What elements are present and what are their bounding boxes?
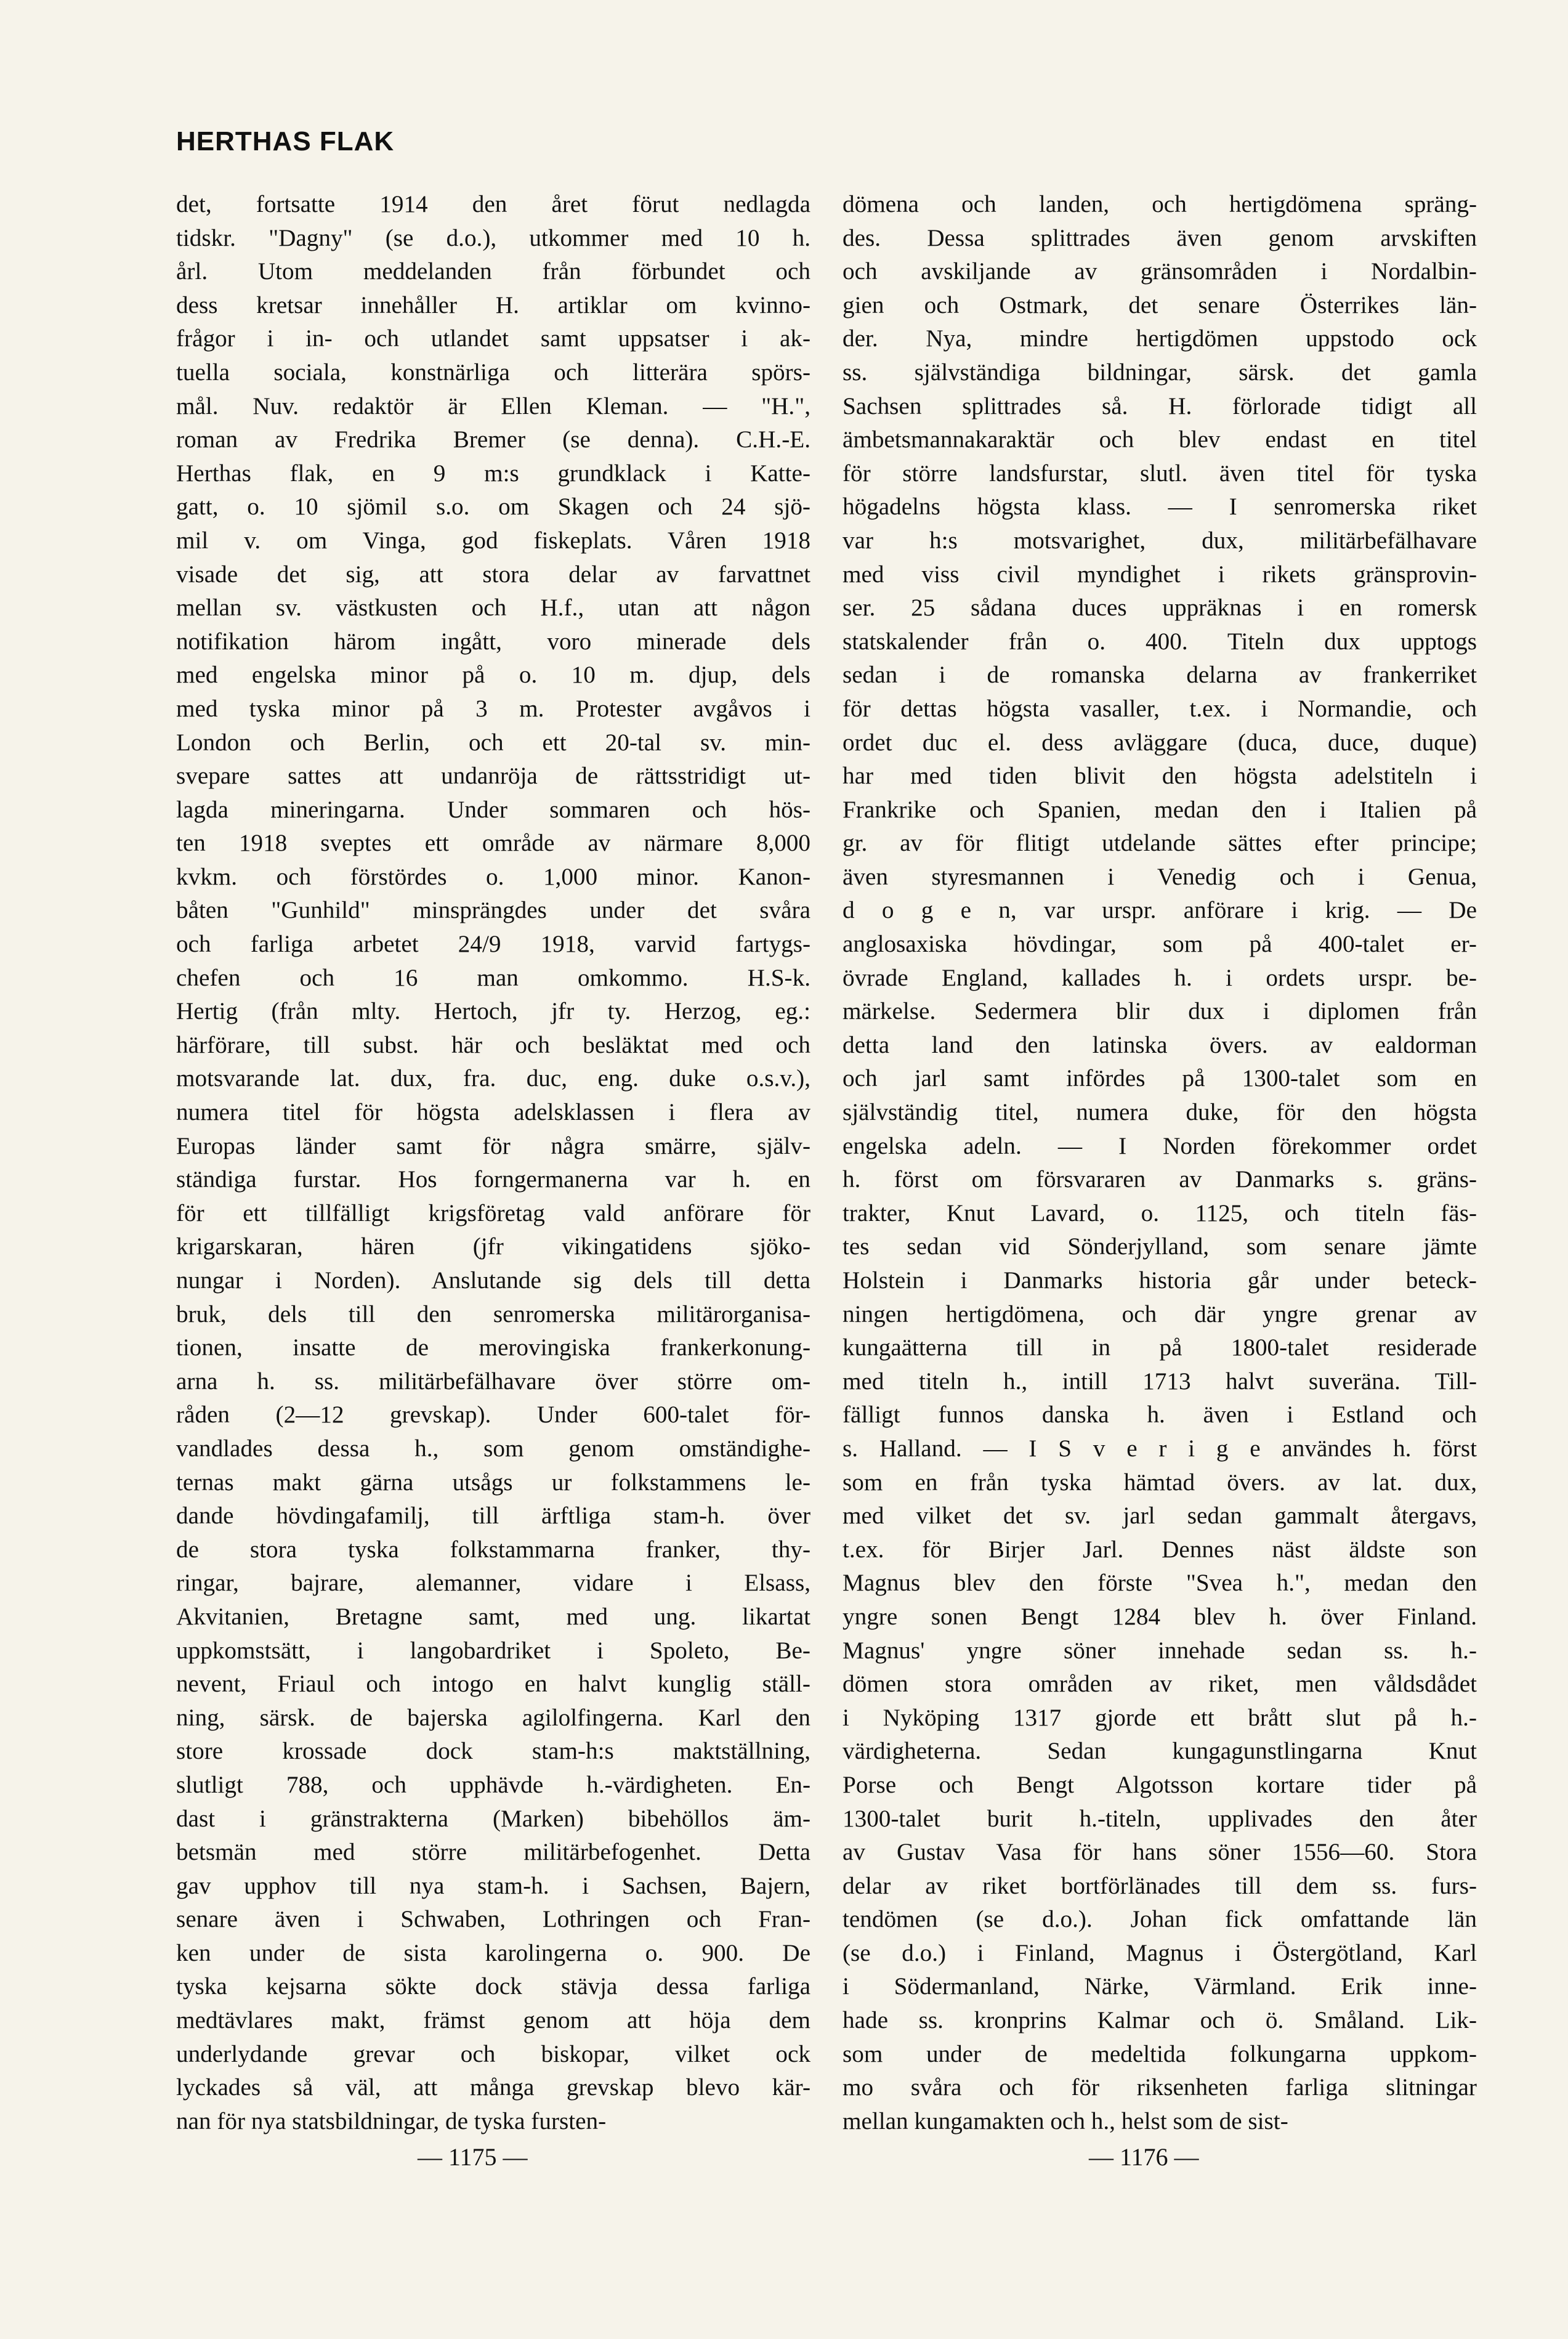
text-line: dömen stora områden av riket, men våldsdådet bbox=[843, 1671, 1477, 1698]
text-line: mellan kungamakten och h., helst som de sist- bbox=[843, 2107, 1288, 2134]
text-line: mil v. om Vinga, god fiskeplats. Våren 1918 bbox=[176, 527, 810, 554]
right-text-column bbox=[843, 188, 1477, 2138]
text-line: sedan i de romanska delarna av frankerriket bbox=[843, 662, 1477, 689]
text-line: med viss civil myndighet i rikets gränsprovin- bbox=[843, 561, 1477, 588]
page-number-right: — 1176 — bbox=[1089, 2143, 1199, 2171]
text-line: och jarl samt infördes på 1300-talet som en bbox=[843, 1065, 1477, 1092]
text-line: Herthas flak, en 9 m:s grundklack i Katte- bbox=[176, 460, 810, 487]
text-line: fälligt funnos danska h. även i Estland och bbox=[843, 1401, 1477, 1429]
text-line: självständig titel, numera duke, för den högsta bbox=[843, 1099, 1477, 1126]
text-line: London och Berlin, och ett 20-tal sv. min- bbox=[176, 729, 810, 756]
text-line: och avskiljande av gränsområden i Nordalbin- bbox=[843, 258, 1477, 285]
text-line: kvkm. och förstördes o. 1,000 minor. Kanon- bbox=[176, 863, 810, 890]
text-line: värdigheterna. Sedan kungagunstlingarna Knut bbox=[843, 1738, 1477, 1765]
text-line: ss. självständiga bildningar, särsk. det gamla bbox=[843, 359, 1477, 386]
text-line: även styresmannen i Venedig och i Genua, bbox=[843, 863, 1477, 890]
text-line: för dettas högsta vasaller, t.ex. i Normandie, och bbox=[843, 695, 1477, 722]
text-line: och farliga arbetet 24/9 1918, varvid fartygs- bbox=[176, 931, 810, 958]
text-line: övrade England, kallades h. i ordets urspr. be- bbox=[843, 964, 1477, 991]
text-line: detta land den latinska övers. av ealdorman bbox=[843, 1031, 1477, 1058]
text-line: dande hövdingafamilj, till ärftliga stam-h. över bbox=[176, 1502, 810, 1530]
text-line: vandlades dessa h., som genom omständighe- bbox=[176, 1435, 810, 1462]
text-line: märkelse. Sedermera blir dux i diplomen från bbox=[843, 998, 1477, 1025]
text-line: i Södermanland, Närke, Värmland. Erik inne- bbox=[843, 1973, 1477, 2000]
text-line: hade ss. kronprins Kalmar och ö. Småland. Lik- bbox=[843, 2007, 1477, 2034]
text-line: gr. av för flitigt utdelande sättes efter principe; bbox=[843, 830, 1477, 857]
text-line: båten "Gunhild" minsprängdes under det svåra bbox=[176, 897, 810, 924]
text-line: ten 1918 sveptes ett område av närmare 8,000 bbox=[176, 830, 810, 857]
text-line: Europas länder samt för några smärre, själv- bbox=[176, 1132, 810, 1159]
text-line: högadelns högsta klass. — I senromerska riket bbox=[843, 493, 1477, 521]
text-line: (se d.o.) i Finland, Magnus i Östergötland, Karl bbox=[843, 1939, 1477, 1966]
text-line: frågor i in- och utlandet samt uppsatser i ak- bbox=[176, 325, 810, 352]
text-line: de stora tyska folkstammarna franker, thy- bbox=[176, 1536, 810, 1563]
text-line: Porse och Bengt Algotsson kortare tider på bbox=[843, 1771, 1477, 1798]
text-line: engelska adeln. — I Norden förekommer ordet bbox=[843, 1132, 1477, 1159]
text-line: lagda mineringarna. Under sommaren och hös- bbox=[176, 796, 810, 823]
running-header: HERTHAS FLAK bbox=[176, 126, 395, 156]
text-line: bruk, dels till den senromerska militärorganisa- bbox=[176, 1300, 810, 1328]
text-line: mål. Nuv. redaktör är Ellen Kleman. — "H.", bbox=[176, 392, 810, 420]
text-line: lyckades så väl, att många grevskap blevo kär- bbox=[176, 2074, 810, 2101]
text-line: med engelska minor på o. 10 m. djup, dels bbox=[176, 662, 810, 689]
text-line: i Nyköping 1317 gjorde ett brått slut på h.- bbox=[843, 1704, 1477, 1731]
text-line: d o g e n, var urspr. anförare i krig. — De bbox=[843, 897, 1477, 924]
text-line: råden (2—12 grevskap). Under 600-talet för- bbox=[176, 1401, 810, 1429]
text-line: roman av Fredrika Bremer (se denna). C.H.-E. bbox=[176, 426, 810, 453]
text-line: härförare, till subst. här och besläktat med och bbox=[176, 1031, 810, 1058]
text-line: gien och Ostmark, det senare Österrikes län- bbox=[843, 291, 1477, 318]
text-line: Akvitanien, Bretagne samt, med ung. likartat bbox=[176, 1603, 810, 1630]
text-line: det, fortsatte 1914 den året förut nedlagda bbox=[176, 191, 810, 217]
text-line: ning, särsk. de bajerska agilolfingerna. Karl den bbox=[176, 1704, 810, 1731]
text-line: nungar i Norden). Anslutande sig dels till detta bbox=[176, 1267, 810, 1294]
text-line: uppkomstsätt, i langobardriket i Spoleto, Be- bbox=[176, 1637, 810, 1664]
text-line: tendömen (se d.o.). Johan fick omfattande län bbox=[843, 1906, 1477, 1933]
text-line: medtävlares makt, främst genom att höja dem bbox=[176, 2007, 810, 2034]
text-line: visade det sig, att stora delar av farvattnet bbox=[176, 561, 810, 588]
text-line: tionen, insatte de merovingiska frankerkonung- bbox=[176, 1334, 810, 1361]
text-line: numera titel för högsta adelsklassen i flera av bbox=[176, 1099, 810, 1126]
text-line: Holstein i Danmarks historia går under beteck- bbox=[843, 1267, 1477, 1294]
text-line: som en från tyska hämtad övers. av lat. dux, bbox=[843, 1469, 1477, 1496]
text-line: nevent, Friaul och intogo en halvt kunglig ställ- bbox=[176, 1671, 810, 1698]
text-line: statskalender från o. 400. Titeln dux upptogs bbox=[843, 628, 1477, 655]
text-line: nan för nya statsbildningar, de tyska fursten- bbox=[176, 2107, 607, 2134]
text-line: 1300-talet burit h.-titeln, upplivades den åter bbox=[843, 1805, 1477, 1832]
text-line: betsmän med större militärbefogenhet. Detta bbox=[176, 1839, 810, 1866]
text-line: ringar, bajrare, alemanner, vidare i Elsass, bbox=[176, 1570, 810, 1597]
text-line: ständiga furstar. Hos forngermanerna var h. en bbox=[176, 1166, 810, 1193]
text-line: Sachsen splittrades så. H. förlorade tidigt all bbox=[843, 392, 1477, 420]
text-line: yngre sonen Bengt 1284 blev h. över Finland. bbox=[843, 1603, 1477, 1630]
text-line: Frankrike och Spanien, medan den i Italien på bbox=[843, 796, 1477, 823]
text-line: svepare sattes att undanröja de rättsstridigt ut- bbox=[176, 763, 810, 790]
text-line: har med tiden blivit den högsta adelstiteln i bbox=[843, 763, 1477, 790]
text-line: dess kretsar innehåller H. artiklar om kvinno- bbox=[176, 291, 810, 318]
text-line: senare även i Schwaben, Lothringen och Fran- bbox=[176, 1906, 810, 1933]
text-line: slutligt 788, och upphävde h.-värdigheten. En- bbox=[176, 1771, 810, 1798]
text-line: notifikation härom ingått, voro minerade dels bbox=[176, 628, 810, 655]
text-line: dömena och landen, och hertigdömena spräng- bbox=[843, 191, 1477, 217]
text-line: för större landsfurstar, slutl. även titel för tyska bbox=[843, 460, 1477, 487]
text-line: delar av riket bortförlänades till dem ss. furs- bbox=[843, 1872, 1477, 1899]
text-line: dast i gränstrakterna (Marken) bibehöllos äm- bbox=[176, 1805, 810, 1832]
text-line: der. Nya, mindre hertigdömen uppstodo ock bbox=[843, 325, 1477, 352]
text-line: mellan sv. västkusten och H.f., utan att någon bbox=[176, 594, 810, 622]
text-line: med titeln h., intill 1713 halvt suveräna. Till- bbox=[843, 1368, 1477, 1395]
text-line: ternas makt gärna utsågs ur folkstammens le- bbox=[176, 1469, 810, 1496]
text-line: ken under de sista karolingerna o. 900. De bbox=[176, 1939, 810, 1966]
text-line: t.ex. för Birjer Jarl. Dennes näst äldste son bbox=[843, 1536, 1477, 1563]
text-line: ämbetsmannakaraktär och blev endast en titel bbox=[843, 426, 1477, 453]
text-line: arna h. ss. militärbefälhavare över större om- bbox=[176, 1368, 810, 1395]
left-text-column bbox=[176, 188, 810, 2138]
text-line: gatt, o. 10 sjömil s.o. om Skagen och 24 sjö- bbox=[176, 493, 810, 521]
text-line: tes sedan vid Sönderjylland, som senare jämte bbox=[843, 1233, 1477, 1260]
text-line: gav upphov till nya stam-h. i Sachsen, Bajern, bbox=[176, 1872, 810, 1899]
text-line: för ett tillfälligt krigsföretag vald anförare för bbox=[176, 1199, 810, 1226]
text-line: ordet duc el. dess avläggare (duca, duce, duque) bbox=[843, 729, 1477, 756]
text-line: kungaätterna till in på 1800-talet residerade bbox=[843, 1334, 1477, 1361]
text-line: årl. Utom meddelanden från förbundet och bbox=[176, 258, 810, 285]
text-line: som under de medeltida folkungarna uppkom- bbox=[843, 2040, 1477, 2067]
text-line: anglosaxiska hövdingar, som på 400-talet er- bbox=[843, 931, 1477, 958]
page-number-left: — 1175 — bbox=[418, 2143, 528, 2171]
text-line: ser. 25 sådana duces uppräknas i en romersk bbox=[843, 594, 1477, 622]
text-line: tidskr. "Dagny" (se d.o.), utkommer med 10 h. bbox=[176, 224, 810, 251]
text-line: tuella sociala, konstnärliga och litterära spörs- bbox=[176, 359, 810, 386]
text-line: Magnus blev den förste "Svea h.", medan den bbox=[843, 1570, 1477, 1597]
text-line: Magnus' yngre söner innehade sedan ss. h.- bbox=[843, 1637, 1477, 1664]
text-line: s. Halland. — I S v e r i g e användes h. först bbox=[843, 1435, 1477, 1462]
text-line: med tyska minor på 3 m. Protester avgåvos i bbox=[176, 695, 810, 722]
text-line: ningen hertigdömena, och där yngre grenar av bbox=[843, 1300, 1477, 1328]
text-line: chefen och 16 man omkommo. H.S-k. bbox=[176, 964, 810, 991]
text-line: h. först om försvararen av Danmarks s. gräns- bbox=[843, 1166, 1477, 1193]
text-line: krigarskaran, hären (jfr vikingatidens sjöko- bbox=[176, 1233, 810, 1260]
text-line: med vilket det sv. jarl sedan gammalt återgavs, bbox=[843, 1502, 1477, 1530]
text-line: var h:s motsvarighet, dux, militärbefälhavare bbox=[843, 527, 1477, 554]
text-line: tyska kejsarna sökte dock stävja dessa farliga bbox=[176, 1973, 810, 2000]
text-line: motsvarande lat. dux, fra. duc, eng. duke o.s.v.), bbox=[176, 1065, 810, 1092]
text-line: trakter, Knut Lavard, o. 1125, och titeln fäs- bbox=[843, 1199, 1477, 1226]
text-line: store krossade dock stam-h:s maktställning, bbox=[176, 1738, 810, 1765]
text-line: des. Dessa splittrades även genom arvskiften bbox=[843, 224, 1477, 251]
text-line: underlydande grevar och biskopar, vilket ock bbox=[176, 2040, 810, 2067]
text-line: av Gustav Vasa för hans söner 1556—60. Stora bbox=[843, 1839, 1477, 1866]
text-line: mo svåra och för riksenheten farliga slitningar bbox=[843, 2074, 1477, 2101]
text-line: Hertig (från mlty. Hertoch, jfr ty. Herzog, eg.: bbox=[176, 998, 810, 1025]
